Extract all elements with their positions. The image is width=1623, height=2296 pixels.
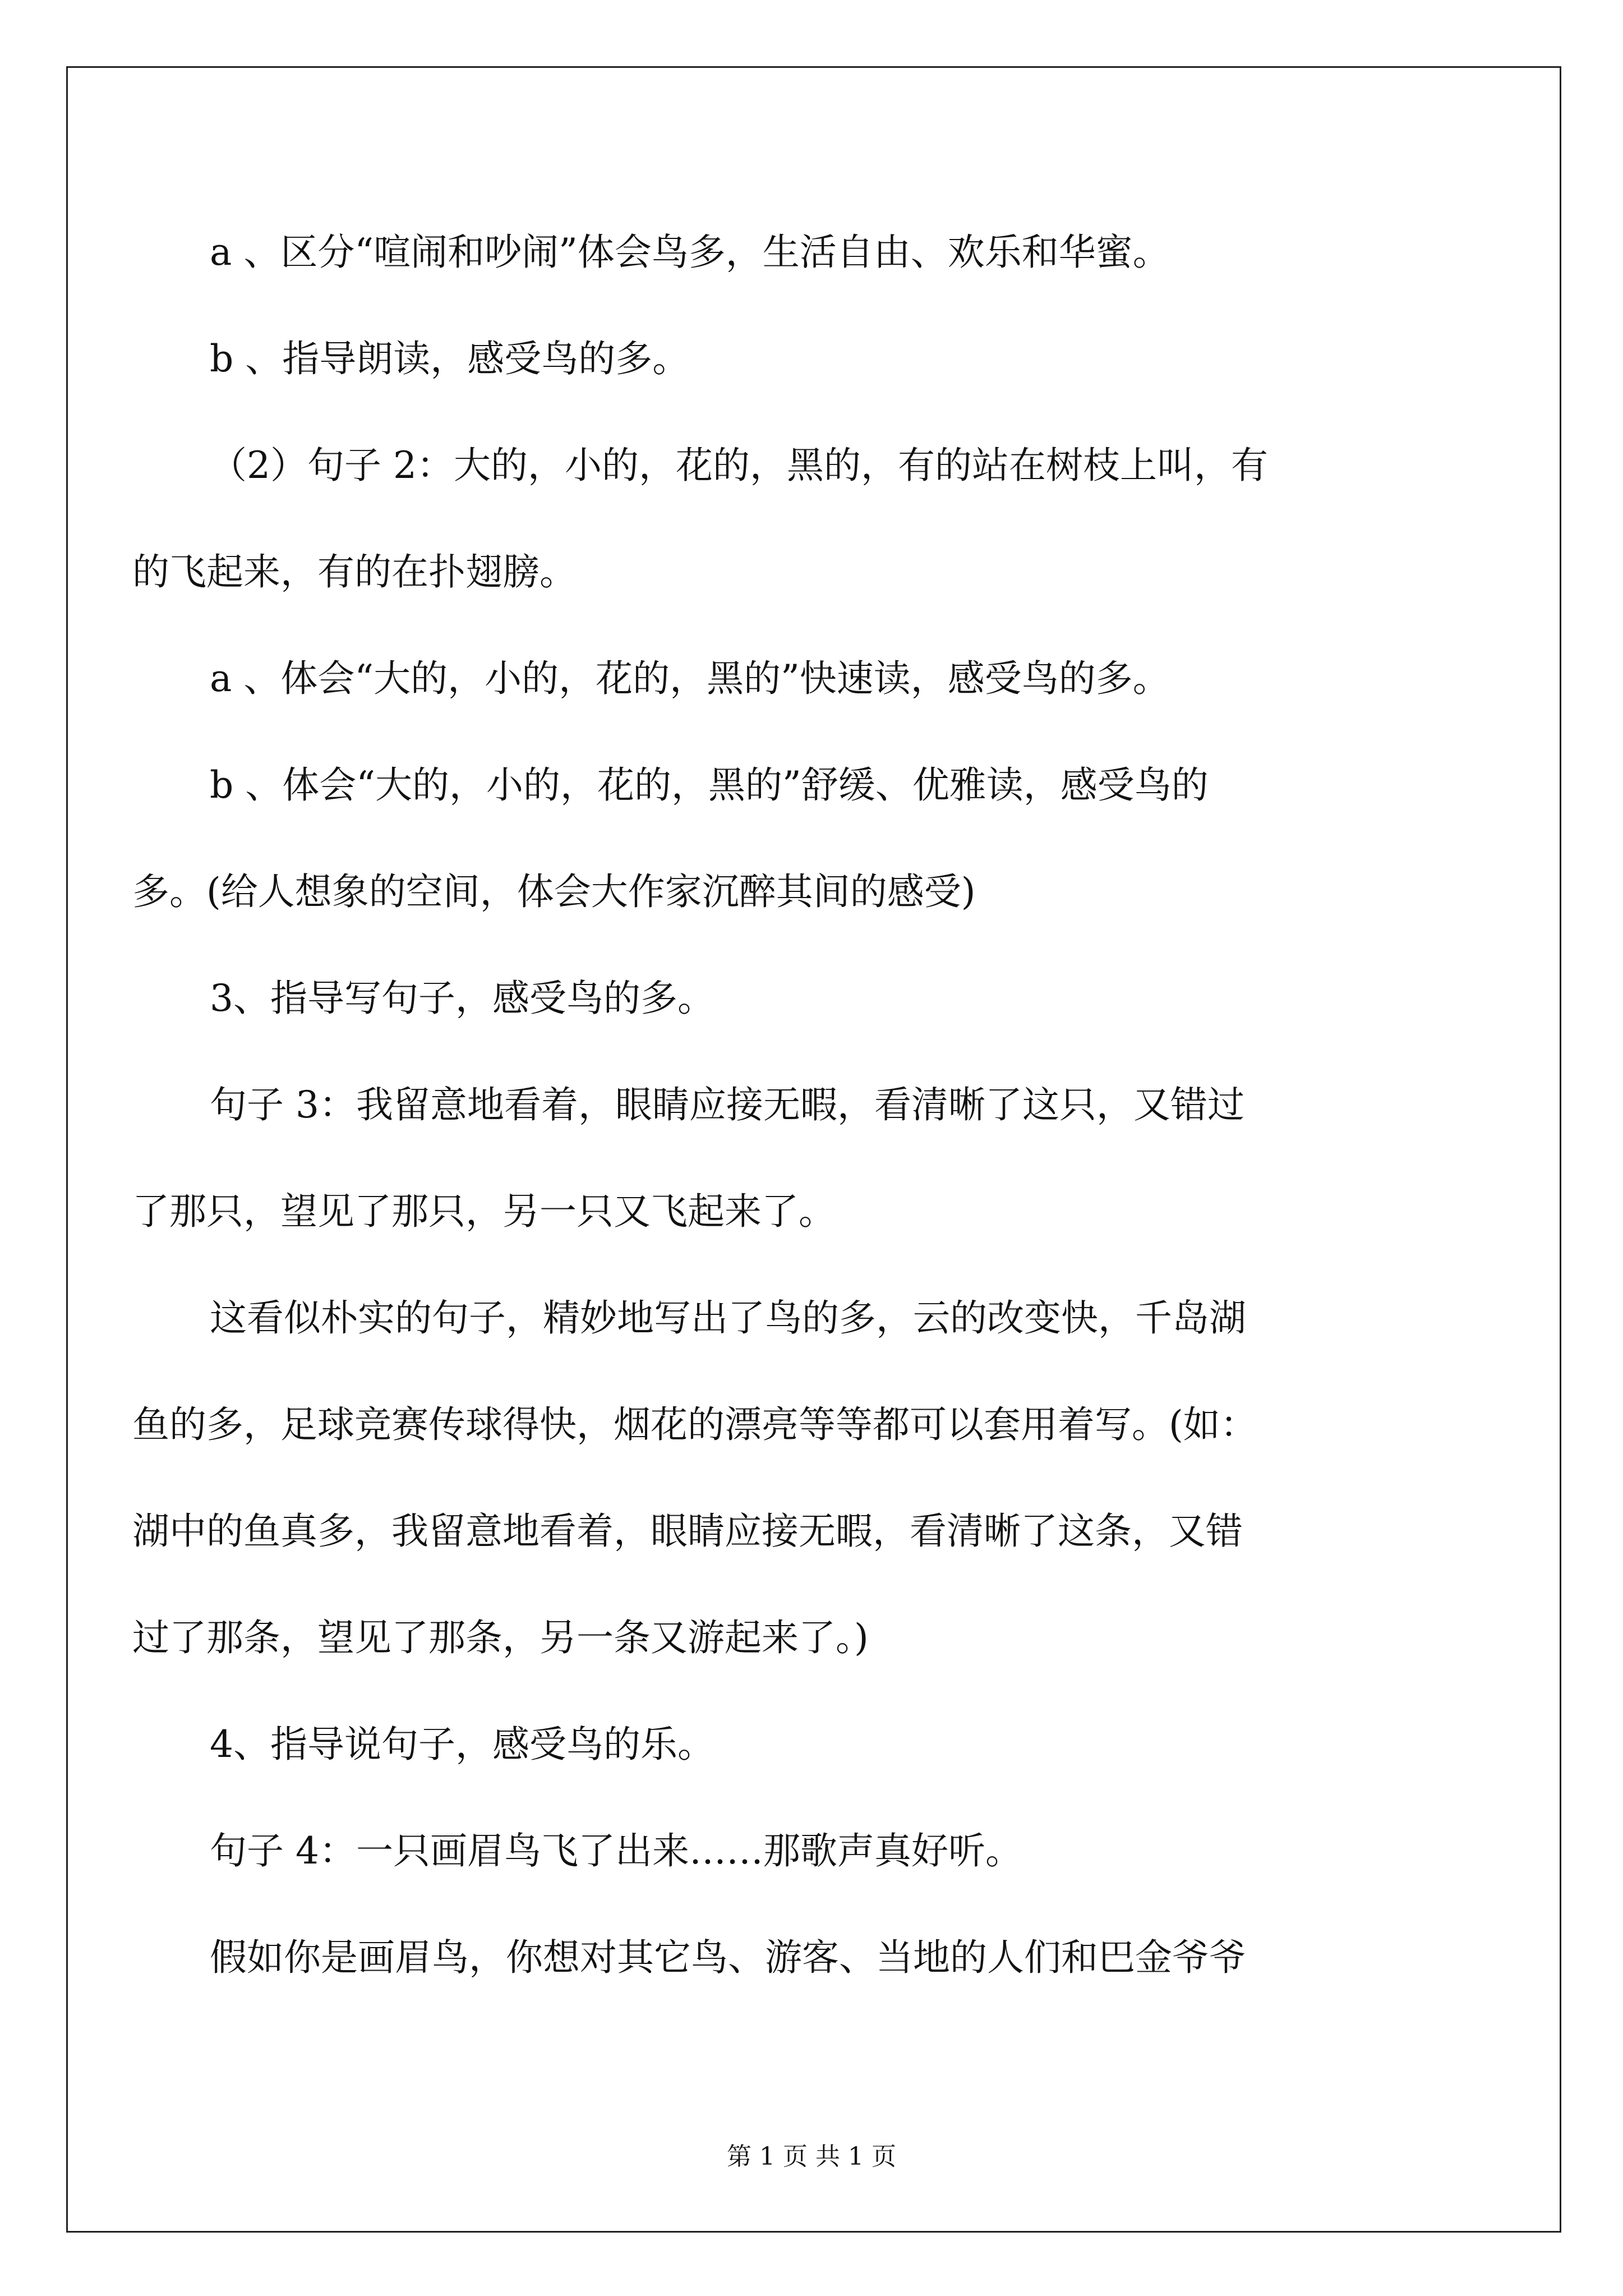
text-line: a 、区分“喧闹和吵闹”体会鸟多，生活自由、欢乐和华蜜。 [210,231,1170,274]
text-line: 4、指导说句子，感受鸟的乐。 [210,1723,714,1766]
text-line: （2）句子 2：大的，小的，花的，黑的，有的站在树枝上叫，有 [210,444,1268,487]
text-line: 湖中的鱼真多，我留意地看着，眼睛应接无暇，看清晰了这条，又错 [132,1510,1243,1553]
text-line: 句子 3：我留意地看着，眼睛应接无暇，看清晰了这只，又错过 [210,1083,1244,1126]
text-line: 假如你是画眉鸟，你想对其它鸟、游客、当地的人们和巴金爷爷 [210,1936,1246,1979]
text-line: a 、体会“大的，小的，花的，黑的”快速读，感受鸟的多。 [210,657,1170,700]
page-border [66,66,1561,2233]
text-line: 鱼的多，足球竞赛传球得快，烟花的漂亮等等都可以套用着写。(如： [132,1403,1257,1446]
text-line: 句子 4：一只画眉鸟飞了出来……那歌声真好听。 [210,1829,1022,1872]
text-line: 的飞起来，有的在扑翅膀。 [132,550,577,593]
text-line: b 、体会“大的，小的，花的，黑的”舒缓、优雅读，感受鸟的 [210,763,1209,807]
text-line: 了那只，望见了那只，另一只又飞起来了。 [132,1190,836,1233]
text-line: b 、指导朗读，感受鸟的多。 [210,337,690,380]
page-number-footer: 第 1 页 共 1 页 [727,2142,896,2171]
text-line: 多。(给人想象的空间，体会大作家沉醉其间的感受) [132,870,976,913]
text-line: 过了那条，望见了那条，另一条又游起来了。) [132,1616,869,1659]
text-line: 这看似朴实的句子，精妙地写出了鸟的多，云的改变快，千岛湖 [210,1296,1246,1340]
text-line: 3、指导写句子，感受鸟的多。 [210,977,714,1020]
